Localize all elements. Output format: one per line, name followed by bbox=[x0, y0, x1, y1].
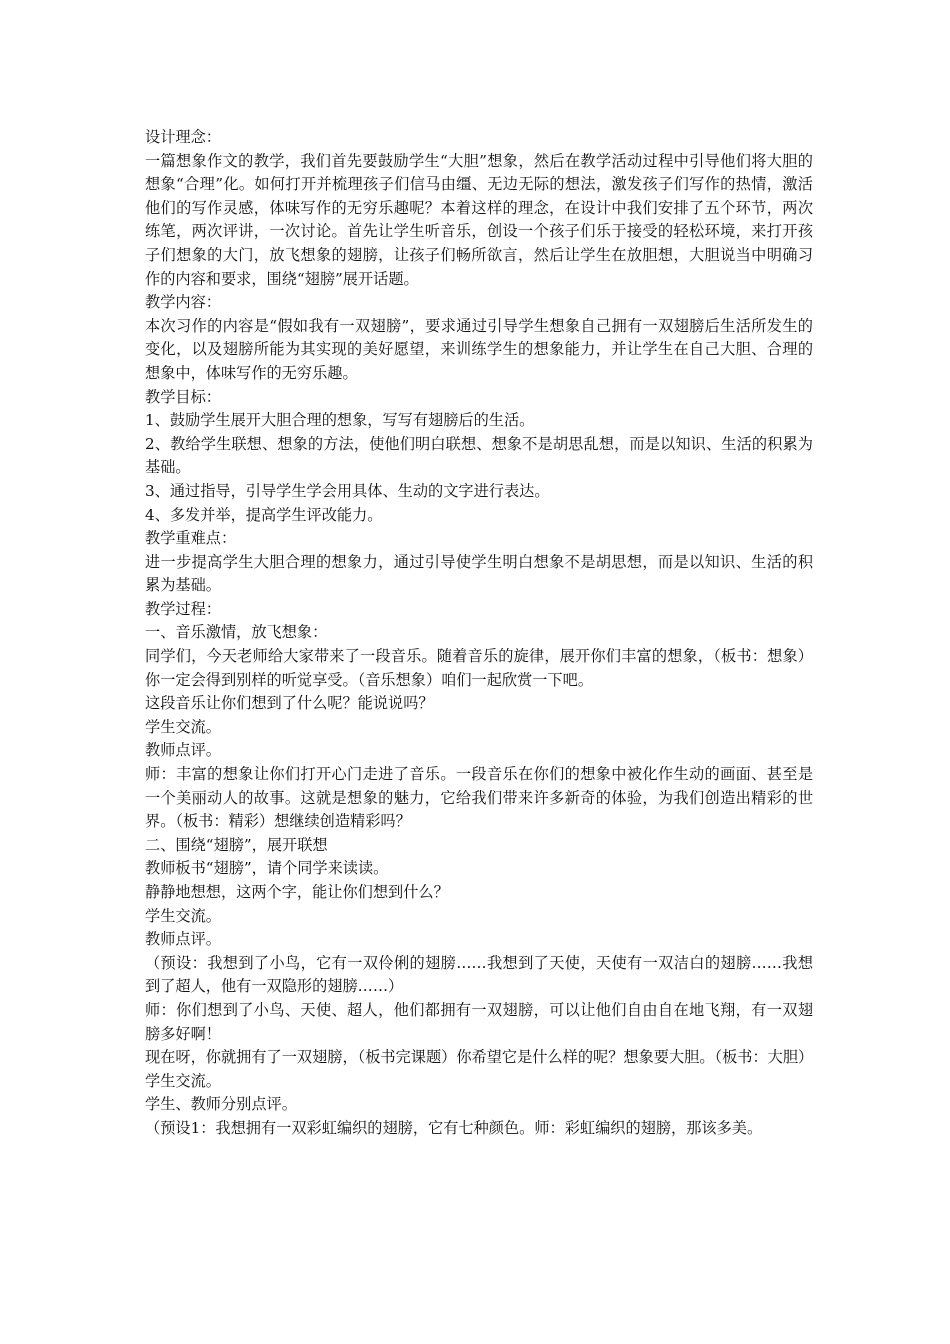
paragraph-text: 教师板书“翅膀”，请个同学来读读。 bbox=[145, 859, 389, 878]
paragraph-text: 现在呀，你就拥有了一双翅膀，（板书完课题）你希望它是什么样的呢？想象要大胆。（板书：大胆） bbox=[145, 1048, 814, 1067]
heading-teaching-process: 教学过程： bbox=[145, 599, 221, 618]
paragraph-key-points: 进一步提高学生大胆合理的想象力，通过引导使学生明白想象不是胡思想，而是以知识、生活的积累为基础。 bbox=[145, 552, 813, 595]
paragraph-text: （预设1：我想拥有一双彩虹编织的翅膀，它有七种颜色。师：彩虹编织的翅膀，那该多美。 bbox=[145, 1118, 763, 1137]
paragraph-text: 师：你们想到了小鸟、天使、超人，他们都拥有一双翅膀，可以让他们自由自在地飞翔，有一双翅膀多好啊！ bbox=[145, 1000, 813, 1043]
goal-item-2: 2、教给学生联想、想象的方法，使他们明白联想、想象不是胡思乱想，而是以知识、生活的积累为基础。 bbox=[145, 434, 813, 477]
paragraph-text: 学生交流。 bbox=[145, 717, 221, 736]
paragraph-text: 教师点评。 bbox=[145, 741, 221, 760]
goal-item-4: 4、多发并举，提高学生评改能力。 bbox=[145, 505, 383, 524]
section-heading-1: 一、音乐激情，放飞想象： bbox=[145, 623, 328, 642]
paragraph-design-concept: 一篇想象作文的教学，我们首先要鼓励学生“大胆”想象，然后在教学活动过程中引导他们将大胆的想象“合理”化。如何打开并梳理孩子们信马由缰、无边无际的想法，激发孩子们写作的热情，激活他们的写作灵感，体味写作的无穷乐趣呢？本着这样的理念，在设计中我们安排了五个环节，两次练笔，两次评讲，一次讨论。首先让学生听音乐，创设一个孩子们乐于接受的轻松环境，来打开孩子们想象的大门，放飞想象的翅膀，让孩子们畅所欲言，然后让学生在放胆想，大胆说当中明确习作的内容和要求，围绕“翅膀”展开话题。 bbox=[145, 151, 813, 288]
paragraph-text: 教师点评。 bbox=[145, 930, 221, 949]
paragraph-text: 师：丰富的想象让你们打开心门走进了音乐。一段音乐在你们的想象中被化作生动的画面、甚至是一个美丽动人的故事。这就是想象的魅力，它给我们带来许多新奇的体验，为我们创造出精彩的世界。（板书：精彩）想继续创造精彩吗？ bbox=[145, 765, 813, 831]
paragraph-text: 同学们，今天老师给大家带来了一段音乐。随着音乐的旋律，展开你们丰富的想象，（板书：想象）你一定会得到别样的听觉享受。（音乐想象）咱们一起欣赏一下吧。 bbox=[145, 647, 813, 689]
heading-key-points: 教学重难点： bbox=[145, 529, 237, 548]
paragraph-text: 学生交流。 bbox=[145, 906, 221, 925]
goal-item-1: 1、鼓励学生展开大胆合理的想象，写写有翅膀后的生活。 bbox=[145, 411, 535, 430]
heading-teaching-goals: 教学目标： bbox=[145, 387, 221, 406]
document-body bbox=[145, 126, 813, 1141]
section-heading-2: 二、围绕“翅膀”，展开联想 bbox=[145, 835, 328, 854]
paragraph-text: 学生、教师分别点评。 bbox=[145, 1095, 297, 1114]
paragraph-text: 这段音乐让你们想到了什么呢？能说说吗？ bbox=[145, 694, 434, 713]
paragraph-text: 静静地想想，这两个字，能让你们想到什么？ bbox=[145, 883, 449, 901]
goal-item-3: 3、通过指导，引导学生学会用具体、生动的文字进行表达。 bbox=[145, 481, 550, 500]
heading-teaching-content: 教学内容： bbox=[145, 293, 221, 312]
paragraph-teaching-content: 本次习作的内容是“假如我有一双翅膀”，要求通过引导学生想象自己拥有一双翅膀后生活所发生的变化，以及翅膀所能为其实现的美好愿望，来训练学生的想象能力，并让学生在自己大胆、合理的想象中，体味写作的无穷乐趣。 bbox=[145, 316, 813, 382]
paragraph-text: （预设：我想到了小鸟，它有一双伶俐的翅膀……我想到了天使，天使有一双洁白的翅膀……我想到了超人，他有一双隐形的翅膀……） bbox=[145, 953, 813, 996]
paragraph-text: 学生交流。 bbox=[145, 1071, 221, 1090]
heading-design-concept: 设计理念： bbox=[145, 128, 221, 146]
